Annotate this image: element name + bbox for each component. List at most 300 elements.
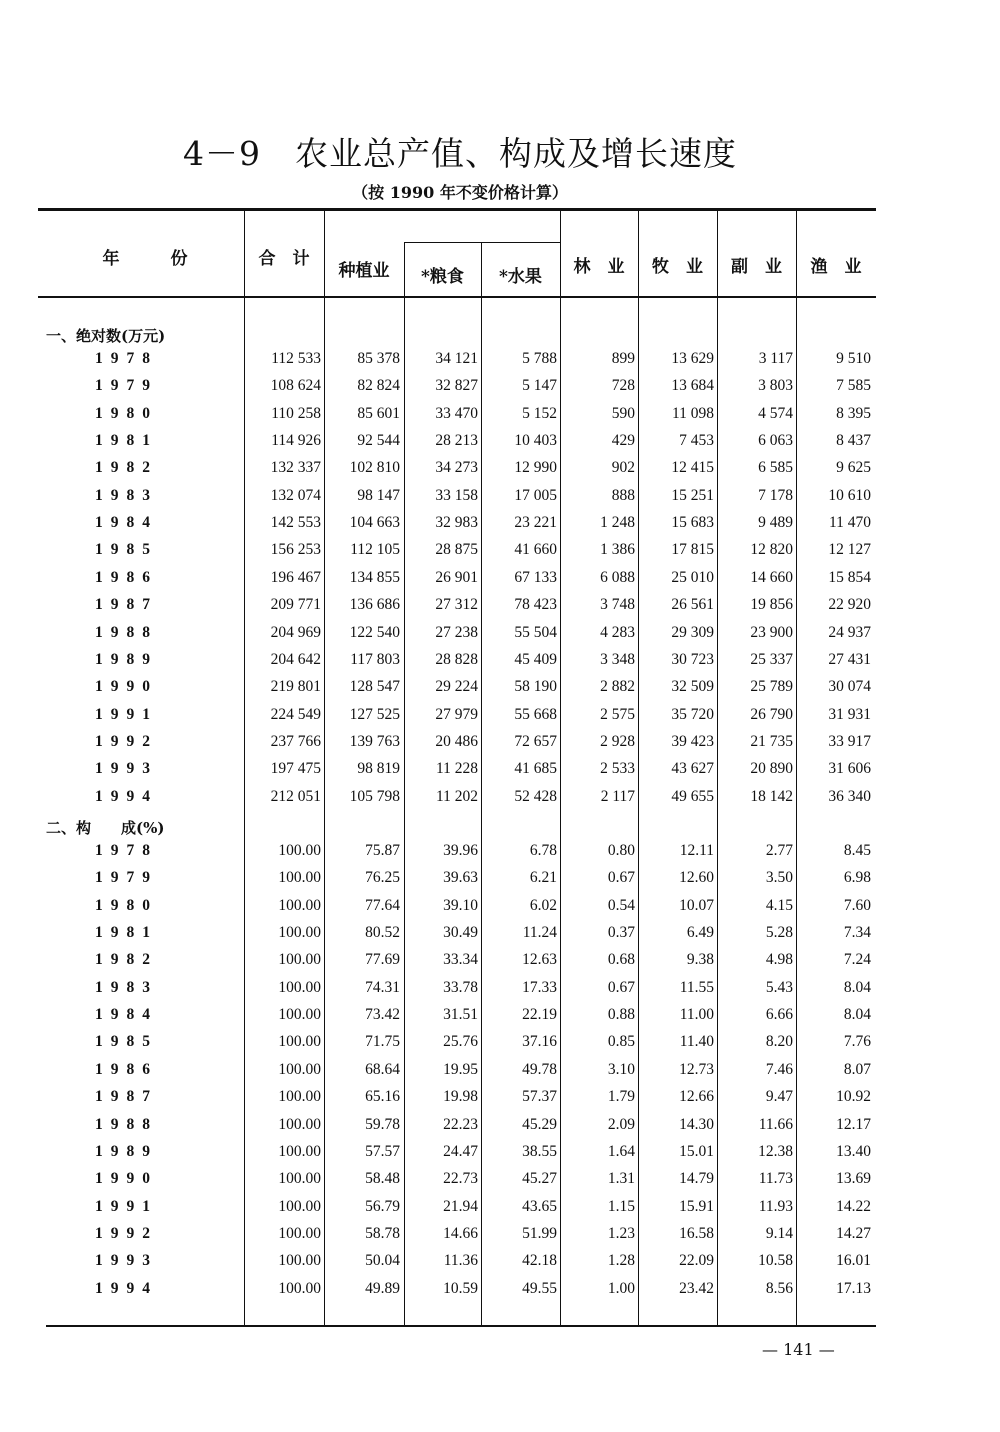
cell-total: 100.00 — [278, 1006, 321, 1024]
row-year: 1994 — [95, 787, 158, 805]
cell-fishery: 10.92 — [836, 1088, 871, 1106]
cell-livestock: 15.01 — [679, 1142, 714, 1160]
cell-sideline: 8.20 — [765, 1033, 793, 1051]
cell-fishery: 8.07 — [843, 1060, 871, 1078]
cell-sideline: 18 142 — [750, 787, 793, 805]
cell-fruit: 67 133 — [514, 568, 557, 586]
cell-fruit: 38.55 — [522, 1142, 557, 1160]
cell-sideline: 8.56 — [765, 1279, 793, 1297]
table-row — [0, 702, 1000, 729]
cell-forestry: 1.64 — [607, 1142, 635, 1160]
cell-sideline: 11.93 — [758, 1197, 793, 1215]
cell-sideline: 9.47 — [765, 1088, 793, 1106]
table-row — [0, 893, 1000, 920]
cell-crop: 98 819 — [357, 760, 400, 778]
cell-total: 142 553 — [270, 514, 321, 532]
cell-sideline: 25 337 — [750, 650, 793, 668]
cell-fruit: 11.24 — [522, 924, 557, 942]
cell-fishery: 7.60 — [843, 896, 871, 914]
cell-total: 100.00 — [278, 842, 321, 859]
cell-crop: 92 544 — [357, 432, 400, 450]
cell-crop: 77.69 — [365, 951, 400, 969]
cell-fishery: 24 937 — [828, 623, 871, 641]
table-row — [0, 1002, 1000, 1029]
cell-crop: 57.57 — [365, 1142, 400, 1160]
cell-crop: 127 525 — [349, 705, 400, 723]
cell-livestock: 17 815 — [671, 541, 714, 559]
cell-total: 132 337 — [270, 459, 321, 477]
cell-livestock: 11.55 — [679, 978, 714, 996]
cell-fishery: 33 917 — [828, 732, 871, 750]
cell-fishery: 8.04 — [843, 1006, 871, 1024]
cell-fruit: 5 788 — [522, 350, 557, 367]
page-number: — 141 — — [762, 1340, 835, 1359]
page-title: 4－9 农业总产值、构成及增长速度 — [183, 134, 737, 173]
cell-fruit: 6.21 — [529, 869, 557, 887]
cell-forestry: 0.68 — [607, 951, 635, 969]
cell-fishery: 11 470 — [828, 514, 871, 532]
cell-grain: 33.78 — [443, 978, 478, 996]
header-grain: *粮食 — [421, 267, 464, 287]
cell-forestry: 1 248 — [600, 514, 635, 532]
cell-sideline: 12 820 — [750, 541, 793, 559]
cell-grain: 39.96 — [443, 842, 478, 859]
row-year: 1986 — [95, 1060, 158, 1078]
cell-livestock: 11.40 — [679, 1033, 714, 1051]
row-year: 1992 — [95, 732, 158, 750]
cell-livestock: 32 509 — [671, 678, 714, 696]
table-row — [0, 1057, 1000, 1084]
cell-crop: 104 663 — [349, 514, 400, 532]
cell-crop: 122 540 — [349, 623, 400, 641]
crop-subheader-rule — [404, 242, 560, 243]
cell-livestock: 9.38 — [686, 951, 714, 969]
cell-total: 204 642 — [270, 650, 321, 668]
cell-total: 100.00 — [278, 1279, 321, 1297]
cell-livestock: 14.79 — [679, 1170, 714, 1188]
cell-sideline: 9.14 — [765, 1224, 793, 1242]
row-year: 1985 — [95, 541, 158, 559]
cell-total: 219 801 — [270, 678, 321, 696]
cell-fishery: 8.04 — [843, 978, 871, 996]
cell-fishery: 9 510 — [836, 350, 871, 367]
cell-livestock: 7 453 — [679, 432, 714, 450]
section-label: 二、构 成(%) — [46, 819, 165, 837]
row-year: 1978 — [95, 350, 158, 367]
cell-fishery: 31 931 — [828, 705, 871, 723]
cell-livestock: 12.73 — [679, 1060, 714, 1078]
cell-livestock: 11 098 — [671, 404, 714, 422]
cell-forestry: 3.10 — [607, 1060, 635, 1078]
row-year: 1987 — [95, 1088, 158, 1106]
cell-forestry: 590 — [611, 404, 635, 422]
cell-total: 100.00 — [278, 1088, 321, 1106]
cell-forestry: 0.88 — [607, 1006, 635, 1024]
cell-livestock: 14.30 — [679, 1115, 714, 1133]
header-total: 合 计 — [258, 249, 310, 269]
table-row — [0, 1248, 1000, 1275]
cell-grain: 22.23 — [443, 1115, 478, 1133]
cell-forestry: 1.00 — [607, 1279, 635, 1297]
cell-fruit: 10 403 — [514, 432, 557, 450]
cell-fishery: 9 625 — [836, 459, 871, 477]
cell-grain: 22.73 — [443, 1170, 478, 1188]
cell-total: 110 258 — [271, 404, 321, 422]
cell-fishery: 7.24 — [843, 951, 871, 969]
cell-grain: 32 827 — [435, 377, 478, 395]
cell-grain: 33 158 — [435, 486, 478, 504]
cell-crop: 134 855 — [349, 568, 400, 586]
cell-sideline: 3.50 — [765, 869, 793, 887]
cell-fruit: 45.29 — [522, 1115, 557, 1133]
cell-sideline: 4 574 — [758, 404, 793, 422]
cell-sideline: 21 735 — [750, 732, 793, 750]
cell-forestry: 1.23 — [607, 1224, 635, 1242]
cell-forestry: 3 348 — [600, 650, 635, 668]
cell-forestry: 4 283 — [600, 623, 635, 641]
cell-grain: 31.51 — [443, 1006, 478, 1024]
cell-grain: 11 202 — [435, 787, 478, 805]
cell-crop: 98 147 — [357, 486, 400, 504]
table-row — [0, 647, 1000, 674]
header-bottom-rule — [38, 296, 876, 298]
cell-total: 100.00 — [278, 1252, 321, 1270]
cell-sideline: 3 803 — [758, 377, 793, 395]
cell-forestry: 429 — [611, 432, 635, 450]
cell-crop: 56.79 — [365, 1197, 400, 1215]
row-year: 1990 — [95, 678, 158, 696]
cell-total: 204 969 — [270, 623, 321, 641]
cell-grain: 34 121 — [435, 350, 478, 367]
header-sideline: 副 业 — [731, 257, 782, 277]
cell-grain: 30.49 — [443, 924, 478, 942]
cell-sideline: 11.66 — [758, 1115, 793, 1133]
table-row — [0, 784, 1000, 811]
cell-forestry: 728 — [611, 377, 635, 395]
cell-forestry: 0.67 — [607, 869, 635, 887]
cell-total: 112 533 — [271, 350, 321, 367]
cell-crop: 58.48 — [365, 1170, 400, 1188]
cell-livestock: 6.49 — [686, 924, 714, 942]
cell-grain: 29 224 — [435, 678, 478, 696]
table-top-rule — [38, 208, 876, 211]
cell-crop: 74.31 — [365, 978, 400, 996]
cell-sideline: 5.28 — [765, 924, 793, 942]
table-row — [0, 1112, 1000, 1139]
row-year: 1988 — [95, 1115, 158, 1133]
row-year: 1985 — [95, 1033, 158, 1051]
cell-fruit: 22.19 — [522, 1006, 557, 1024]
cell-crop: 117 803 — [350, 650, 400, 668]
cell-forestry: 2 928 — [600, 732, 635, 750]
cell-sideline: 7.46 — [765, 1060, 793, 1078]
cell-grain: 34 273 — [435, 459, 478, 477]
table-row — [0, 920, 1000, 947]
table-row — [0, 483, 1000, 510]
cell-livestock: 12 415 — [671, 459, 714, 477]
cell-fruit: 6.02 — [529, 896, 557, 914]
row-year: 1979 — [95, 377, 158, 395]
cell-fruit: 17 005 — [514, 486, 557, 504]
row-year: 1986 — [95, 568, 158, 586]
cell-total: 100.00 — [278, 924, 321, 942]
cell-forestry: 2.09 — [607, 1115, 635, 1133]
cell-crop: 65.16 — [365, 1088, 400, 1106]
cell-crop: 76.25 — [365, 869, 400, 887]
table-row — [0, 592, 1000, 619]
cell-forestry: 2 117 — [600, 787, 635, 805]
cell-total: 100.00 — [278, 1197, 321, 1215]
row-year: 1980 — [95, 404, 158, 422]
cell-fruit: 55 668 — [514, 705, 557, 723]
table-row — [0, 975, 1000, 1002]
row-year: 1989 — [95, 1142, 158, 1160]
cell-fishery: 7.76 — [843, 1033, 871, 1051]
cell-fishery: 13.40 — [836, 1142, 871, 1160]
header-fruit: *水果 — [499, 267, 542, 287]
cell-sideline: 3 117 — [758, 350, 793, 367]
cell-sideline: 26 790 — [750, 705, 793, 723]
cell-fishery: 27 431 — [828, 650, 871, 668]
cell-fruit: 42.18 — [522, 1252, 557, 1270]
cell-grain: 25.76 — [443, 1033, 478, 1051]
cell-crop: 85 601 — [357, 404, 400, 422]
cell-fishery: 31 606 — [828, 760, 871, 778]
cell-sideline: 10.58 — [758, 1252, 793, 1270]
cell-fruit: 57.37 — [522, 1088, 557, 1106]
page-subtitle: （按 1990 年不变价格计算） — [352, 183, 568, 202]
cell-fruit: 6.78 — [529, 842, 557, 859]
cell-fruit: 43.65 — [522, 1197, 557, 1215]
cell-fishery: 6.98 — [843, 869, 871, 887]
cell-crop: 136 686 — [349, 596, 400, 614]
cell-total: 224 549 — [270, 705, 321, 723]
table-row — [0, 373, 1000, 400]
header-forestry: 林 业 — [573, 257, 625, 277]
cell-grain: 39.10 — [443, 896, 478, 914]
header-year: 年 份 — [102, 249, 188, 269]
cell-fishery: 22 920 — [828, 596, 871, 614]
section-label: 一、绝对数(万元) — [46, 327, 166, 345]
cell-total: 100.00 — [278, 1060, 321, 1078]
cell-sideline: 6 063 — [758, 432, 793, 450]
table-row — [0, 510, 1000, 537]
cell-fishery: 8.45 — [843, 842, 871, 859]
cell-crop: 139 763 — [349, 732, 400, 750]
table-row — [0, 1166, 1000, 1193]
cell-crop: 102 810 — [349, 459, 400, 477]
cell-total: 156 253 — [270, 541, 321, 559]
cell-grain: 21.94 — [443, 1197, 478, 1215]
row-year: 1982 — [95, 951, 158, 969]
cell-grain: 20 486 — [435, 732, 478, 750]
table-row — [0, 674, 1000, 701]
cell-fishery: 30 074 — [828, 678, 871, 696]
cell-total: 100.00 — [278, 1224, 321, 1242]
header-fishery: 渔 业 — [810, 257, 862, 277]
cell-crop: 68.64 — [365, 1060, 400, 1078]
row-year: 1980 — [95, 896, 158, 914]
cell-sideline: 12.38 — [758, 1142, 793, 1160]
cell-sideline: 20 890 — [750, 760, 793, 778]
row-year: 1981 — [95, 432, 158, 450]
cell-fishery: 10 610 — [828, 486, 871, 504]
cell-fruit: 58 190 — [514, 678, 557, 696]
cell-fishery: 12 127 — [828, 541, 871, 559]
table-row — [0, 865, 1000, 892]
cell-fruit: 5 152 — [522, 404, 557, 422]
cell-livestock: 10.07 — [679, 896, 714, 914]
cell-forestry: 2 533 — [600, 760, 635, 778]
cell-grain: 32 983 — [435, 514, 478, 532]
cell-grain: 19.98 — [443, 1088, 478, 1106]
cell-sideline: 6.66 — [765, 1006, 793, 1024]
cell-grain: 27 238 — [435, 623, 478, 641]
cell-fishery: 12.17 — [836, 1115, 871, 1133]
cell-fishery: 7.34 — [843, 924, 871, 942]
cell-forestry: 2 882 — [600, 678, 635, 696]
cell-sideline: 2.77 — [765, 842, 793, 859]
cell-crop: 73.42 — [365, 1006, 400, 1024]
cell-crop: 82 824 — [357, 377, 400, 395]
cell-livestock: 26 561 — [671, 596, 714, 614]
cell-fruit: 5 147 — [522, 377, 557, 395]
cell-fruit: 52 428 — [514, 787, 557, 805]
cell-grain: 11 228 — [435, 760, 478, 778]
cell-fishery: 13.69 — [836, 1170, 871, 1188]
cell-crop: 85 378 — [357, 350, 400, 367]
cell-crop: 77.64 — [365, 896, 400, 914]
cell-grain: 14.66 — [443, 1224, 478, 1242]
cell-livestock: 30 723 — [671, 650, 714, 668]
cell-livestock: 16.58 — [679, 1224, 714, 1242]
row-year: 1991 — [95, 705, 158, 723]
cell-total: 114 926 — [271, 432, 321, 450]
row-year: 1982 — [95, 459, 158, 477]
cell-fishery: 16.01 — [836, 1252, 871, 1270]
row-year: 1990 — [95, 1170, 158, 1188]
cell-sideline: 14 660 — [750, 568, 793, 586]
cell-crop: 71.75 — [365, 1033, 400, 1051]
cell-sideline: 23 900 — [750, 623, 793, 641]
table-row — [0, 346, 1000, 373]
cell-fishery: 15 854 — [828, 568, 871, 586]
cell-total: 100.00 — [278, 1033, 321, 1051]
cell-fruit: 72 657 — [514, 732, 557, 750]
table-row — [0, 565, 1000, 592]
cell-sideline: 6 585 — [758, 459, 793, 477]
cell-crop: 80.52 — [365, 924, 400, 942]
cell-grain: 19.95 — [443, 1060, 478, 1078]
cell-total: 100.00 — [278, 1170, 321, 1188]
cell-total: 237 766 — [270, 732, 321, 750]
cell-crop: 58.78 — [365, 1224, 400, 1242]
row-year: 1988 — [95, 623, 158, 641]
row-year: 1983 — [95, 978, 158, 996]
cell-livestock: 25 010 — [671, 568, 714, 586]
cell-total: 209 771 — [270, 596, 321, 614]
cell-total: 100.00 — [278, 951, 321, 969]
cell-livestock: 15.91 — [679, 1197, 714, 1215]
cell-forestry: 0.37 — [607, 924, 635, 942]
table-row — [0, 455, 1000, 482]
cell-livestock: 49 655 — [671, 787, 714, 805]
cell-sideline: 4.98 — [765, 951, 793, 969]
cell-fruit: 45.27 — [522, 1170, 557, 1188]
row-year: 1978 — [95, 842, 158, 859]
cell-fishery: 8 437 — [836, 432, 871, 450]
cell-grain: 33.34 — [443, 951, 478, 969]
cell-forestry: 1.79 — [607, 1088, 635, 1106]
cell-sideline: 25 789 — [750, 678, 793, 696]
cell-livestock: 12.66 — [679, 1088, 714, 1106]
cell-fruit: 12.63 — [522, 951, 557, 969]
table-row — [0, 947, 1000, 974]
cell-total: 196 467 — [270, 568, 321, 586]
cell-total: 212 051 — [270, 787, 321, 805]
header-crop: 种植业 — [338, 261, 390, 281]
cell-crop: 105 798 — [349, 787, 400, 805]
cell-sideline: 5.43 — [765, 978, 793, 996]
cell-fruit: 23 221 — [514, 514, 557, 532]
cell-sideline: 11.73 — [758, 1170, 793, 1188]
table-row — [0, 620, 1000, 647]
table-row — [0, 1084, 1000, 1111]
cell-total: 100.00 — [278, 1142, 321, 1160]
cell-sideline: 19 856 — [750, 596, 793, 614]
cell-fishery: 8 395 — [836, 404, 871, 422]
cell-forestry: 1.31 — [607, 1170, 635, 1188]
cell-livestock: 39 423 — [671, 732, 714, 750]
row-year: 1989 — [95, 650, 158, 668]
cell-grain: 28 828 — [435, 650, 478, 668]
table-bottom-rule — [46, 1325, 876, 1327]
cell-fishery: 7 585 — [836, 377, 871, 395]
cell-fruit: 41 660 — [514, 541, 557, 559]
cell-forestry: 902 — [611, 459, 635, 477]
cell-livestock: 43 627 — [671, 760, 714, 778]
cell-fruit: 12 990 — [514, 459, 557, 477]
cell-total: 132 074 — [270, 486, 321, 504]
cell-fruit: 78 423 — [514, 596, 557, 614]
cell-crop: 75.87 — [365, 842, 400, 859]
cell-forestry: 1 386 — [600, 541, 635, 559]
cell-forestry: 0.67 — [607, 978, 635, 996]
cell-grain: 10.59 — [443, 1279, 478, 1297]
cell-total: 197 475 — [270, 760, 321, 778]
cell-forestry: 888 — [611, 486, 635, 504]
cell-total: 100.00 — [278, 1115, 321, 1133]
cell-grain: 27 979 — [435, 705, 478, 723]
cell-fishery: 14.22 — [836, 1197, 871, 1215]
cell-livestock: 11.00 — [679, 1006, 714, 1024]
cell-crop: 59.78 — [365, 1115, 400, 1133]
cell-fruit: 55 504 — [514, 623, 557, 641]
table-row — [0, 1029, 1000, 1056]
cell-fruit: 41 685 — [514, 760, 557, 778]
cell-forestry: 6 088 — [600, 568, 635, 586]
cell-sideline: 9 489 — [758, 514, 793, 532]
cell-forestry: 899 — [611, 350, 635, 367]
cell-fruit: 45 409 — [514, 650, 557, 668]
cell-livestock: 35 720 — [671, 705, 714, 723]
row-year: 1981 — [95, 924, 158, 942]
cell-fruit: 37.16 — [522, 1033, 557, 1051]
table-row — [0, 537, 1000, 564]
cell-total: 100.00 — [278, 978, 321, 996]
row-year: 1992 — [95, 1224, 158, 1242]
row-year: 1994 — [95, 1279, 158, 1297]
